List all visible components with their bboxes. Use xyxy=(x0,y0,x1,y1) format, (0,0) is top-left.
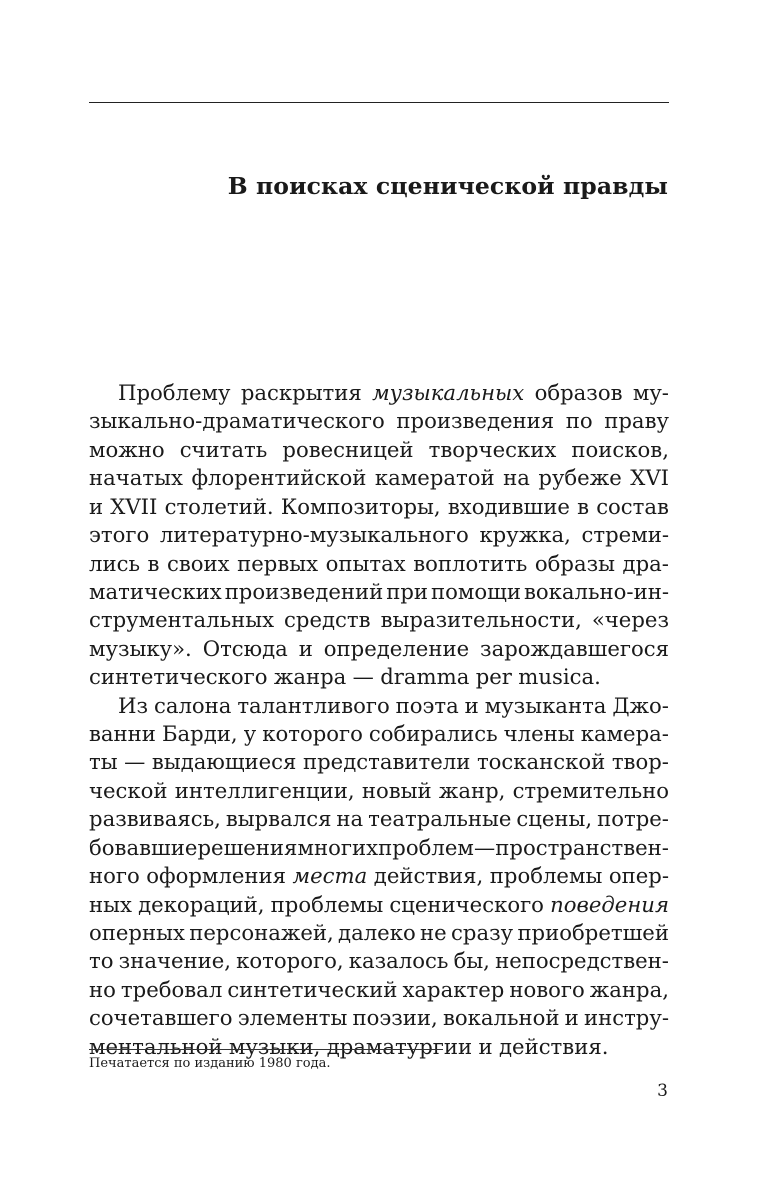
word: — xyxy=(124,749,146,775)
word: собирались xyxy=(368,721,498,747)
word: интеллигенции, xyxy=(174,777,355,803)
text-line xyxy=(89,947,669,975)
word: бовавшие xyxy=(89,834,198,860)
header-rule xyxy=(89,102,669,103)
word: dramma xyxy=(380,664,470,690)
word: казалось xyxy=(348,948,449,974)
word: но xyxy=(89,976,116,1002)
word: и xyxy=(564,1005,579,1031)
word: новый xyxy=(361,777,432,803)
word: сцены, xyxy=(516,806,593,832)
word: и xyxy=(464,692,479,718)
text-line xyxy=(89,436,669,464)
word: Джо- xyxy=(612,692,669,718)
word: пространствен- xyxy=(495,834,669,860)
word: входившие xyxy=(447,493,570,519)
word: опытах xyxy=(325,550,406,576)
word: у xyxy=(243,721,257,747)
word: первых xyxy=(237,550,319,576)
word: зарождавшегося xyxy=(480,635,669,661)
word: и xyxy=(298,635,313,661)
word: музыки, xyxy=(228,1033,321,1059)
word: далеко xyxy=(338,920,416,946)
word: элементы xyxy=(237,1005,348,1031)
word: оформления xyxy=(146,863,287,889)
word: раскрытия xyxy=(240,380,362,405)
word: потре- xyxy=(597,806,669,832)
word: ванни xyxy=(89,721,156,747)
word: творческих xyxy=(428,436,557,462)
word: ных xyxy=(89,891,132,917)
word: места xyxy=(292,863,368,889)
word: музыкальных xyxy=(372,380,525,405)
word: произведений xyxy=(224,578,384,604)
word: оперных xyxy=(89,920,185,946)
word: выдающиеся xyxy=(151,749,297,775)
page-number: 3 xyxy=(657,1081,668,1101)
word: не xyxy=(420,920,447,946)
word: сценического xyxy=(389,891,544,917)
word: камера- xyxy=(580,721,669,747)
word: ного xyxy=(89,863,140,889)
text-line xyxy=(89,720,669,748)
word: определение xyxy=(323,635,470,661)
word: Проблему xyxy=(118,380,231,405)
word: матических xyxy=(89,578,222,604)
word: дра- xyxy=(622,550,669,576)
word: в xyxy=(577,493,590,519)
word: требовал xyxy=(120,976,223,1002)
word: кружка, xyxy=(479,522,571,548)
word: театральные xyxy=(368,806,512,832)
text-line xyxy=(89,1004,669,1032)
text-line xyxy=(89,407,669,435)
word: действия, xyxy=(373,863,484,889)
word: представители xyxy=(302,749,471,775)
word: литературно-музыкального xyxy=(159,522,469,548)
word: образов xyxy=(534,380,623,405)
word: му- xyxy=(632,380,669,405)
word: флорентийской xyxy=(191,465,367,491)
word: — xyxy=(473,834,496,860)
word: XVI xyxy=(630,465,669,491)
word: XVII xyxy=(110,493,158,519)
word: ты xyxy=(89,749,118,775)
word: своих xyxy=(166,550,230,576)
word: опер- xyxy=(608,863,669,889)
word: рубеже xyxy=(538,465,622,491)
word: ческой xyxy=(89,777,168,803)
word: нового xyxy=(509,976,585,1002)
footnote: Печатается по изданию 1980 года. xyxy=(89,1056,331,1071)
text-line xyxy=(89,379,669,407)
paragraph xyxy=(89,379,669,692)
word: то xyxy=(89,948,114,974)
word: жанра xyxy=(273,664,347,690)
text-line xyxy=(89,891,669,919)
word: приобретшей xyxy=(517,920,669,946)
word: Композиторы, xyxy=(280,493,441,519)
word: можно xyxy=(89,436,165,462)
word: состав xyxy=(596,493,669,519)
word: драматургии xyxy=(326,1033,473,1059)
word: инстру- xyxy=(583,1005,669,1031)
word: твор- xyxy=(611,749,669,775)
chapter-title: В поисках сценической правды xyxy=(227,172,668,200)
word: музыканта xyxy=(484,692,607,718)
word: проблемы xyxy=(270,891,384,917)
word: жанр, xyxy=(438,777,506,803)
text-line xyxy=(89,692,669,720)
text-line xyxy=(89,805,669,833)
word: бы, xyxy=(453,948,490,974)
word: персонажей, xyxy=(189,920,334,946)
body-text xyxy=(89,379,669,1061)
word: по xyxy=(565,408,593,434)
text-line xyxy=(89,976,669,1004)
word: которого xyxy=(262,721,363,747)
word: Барди, xyxy=(161,721,238,747)
word: воплотить xyxy=(413,550,528,576)
word: стремительно xyxy=(512,777,669,803)
word: непосредствен- xyxy=(495,948,669,974)
word: начатых xyxy=(89,465,183,491)
word: значение, xyxy=(118,948,232,974)
word: считать xyxy=(179,436,268,462)
text-line xyxy=(89,777,669,805)
word: в xyxy=(147,550,160,576)
word: синтетического xyxy=(89,664,268,690)
word: этого xyxy=(89,522,150,548)
word: зыкально-драматического xyxy=(89,408,385,434)
word: многих xyxy=(297,834,379,860)
word: талантливого xyxy=(237,692,390,718)
word: на xyxy=(336,806,364,832)
word: музыку». xyxy=(89,635,192,661)
text-line xyxy=(89,748,669,776)
word: per xyxy=(475,664,512,690)
word: образы xyxy=(534,550,616,576)
word: поэта xyxy=(395,692,459,718)
word: которого, xyxy=(236,948,344,974)
paragraph xyxy=(89,692,669,1061)
word: ментальной xyxy=(89,1033,223,1059)
word: помощи xyxy=(431,578,521,604)
word: проблемы xyxy=(489,863,603,889)
word: развиваясь, xyxy=(89,806,221,832)
text-line xyxy=(89,464,669,492)
word: характер xyxy=(402,976,505,1002)
word: средств xyxy=(284,607,371,633)
word: камератой xyxy=(374,465,495,491)
text-line xyxy=(89,635,669,663)
word: Из xyxy=(118,692,149,718)
text-line xyxy=(89,919,669,947)
text-line xyxy=(89,862,669,890)
word: тосканской xyxy=(476,749,606,775)
text-line xyxy=(89,493,669,521)
word: «через xyxy=(591,607,669,633)
word: выразительности, xyxy=(380,607,582,633)
text-line xyxy=(89,578,669,606)
word: жанра, xyxy=(589,976,669,1002)
word: ровесницей xyxy=(282,436,414,462)
word: проблем xyxy=(378,834,474,860)
word: произведения xyxy=(396,408,555,434)
text-line xyxy=(89,606,669,634)
word: вокальной xyxy=(442,1005,560,1031)
word: Отсюда xyxy=(202,635,288,661)
word: поэзии, xyxy=(352,1005,438,1031)
word: стреми- xyxy=(581,522,669,548)
word: вырвался xyxy=(225,806,332,832)
text-line xyxy=(89,521,669,549)
word: вокально-ин- xyxy=(523,578,669,604)
text-line xyxy=(89,550,669,578)
text-line xyxy=(89,663,669,691)
word: столетий. xyxy=(164,493,274,519)
word: салона xyxy=(153,692,232,718)
word: поведения xyxy=(550,891,669,917)
word: при xyxy=(386,578,429,604)
word: декораций, xyxy=(138,891,265,917)
word: сочетавшего xyxy=(89,1005,233,1031)
word: члены xyxy=(503,721,575,747)
word: musica. xyxy=(518,664,601,690)
word: струментальных xyxy=(89,607,275,633)
word: и xyxy=(478,1033,493,1059)
footnote-rule xyxy=(89,1049,443,1050)
word: действия. xyxy=(498,1033,609,1059)
word: поисков, xyxy=(571,436,669,462)
word: праву xyxy=(604,408,669,434)
word: лись xyxy=(89,550,140,576)
word: и xyxy=(89,493,104,519)
word: — xyxy=(352,664,374,690)
word: синтетический xyxy=(227,976,398,1002)
word: сразу xyxy=(451,920,514,946)
word: решения xyxy=(197,834,298,860)
word: на xyxy=(503,465,530,491)
text-line xyxy=(89,834,669,862)
